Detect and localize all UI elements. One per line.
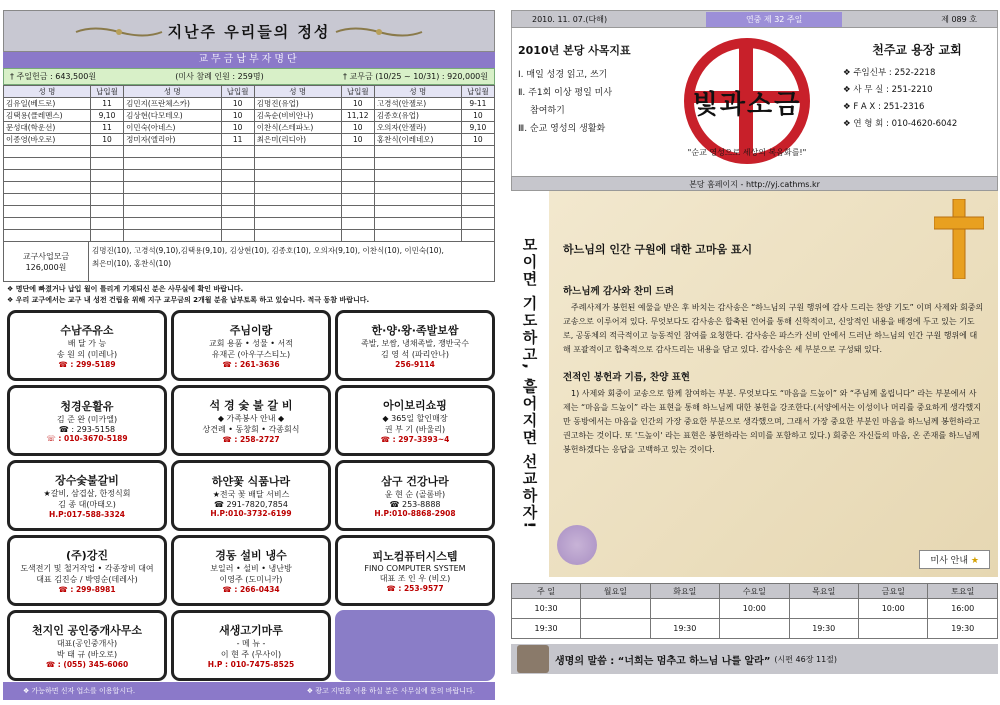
church-name: 천주교 용장 교회 [872,43,962,57]
logo-area [657,28,837,176]
ad-line: ☎ : 266-0434 [222,585,280,594]
dues-table [3,85,495,242]
table-cell [461,230,494,242]
fund-label: 교구사업모금 126,000원 [4,242,89,281]
article [549,191,998,577]
ad-line: ★갈비, 삼겹살, 한정식회 [43,489,131,498]
table-cell: 김종호(유업) [374,110,461,122]
issue-number: 제 089 호 [941,14,977,24]
fund-names: 김명진(10), 고경석(9,10),김택용(9,10), 김상현(10), 김종호(10), 오의자(9,10), 이찬식(10), 이민숙(10), 최은미(10), 홍찬식(10) [92,246,444,268]
table-cell: 김명진(유업) [254,98,341,110]
table-cell: 김민지(프란체스카) [124,98,221,110]
ad-line: 새생고기마루 [219,624,283,637]
table-cell [374,158,461,170]
ad-line: FINO COMPUTER SYSTEM [364,564,466,573]
ad-line: ☎ : 253-9577 [386,584,444,593]
table-cell: 홍찬식(이레네오) [374,134,461,146]
business-ad [7,460,167,531]
table-row [4,146,495,158]
table-cell: 9-11 [461,98,494,110]
table-cell [90,158,123,170]
table-cell [341,170,374,182]
table-cell: 11 [90,122,123,134]
ad-line: 장수숯불갈비 [55,474,119,487]
table-row [4,122,495,134]
table-row [4,170,495,182]
content-area [511,191,998,577]
table-cell: 김상현(다모테오) [124,110,221,122]
ad-line: 배 달 가 능 [67,339,107,348]
table-cell [374,146,461,158]
table-cell: 9,10 [90,110,123,122]
table-cell: 10 [221,98,254,110]
ad-line: 도색전기 및 철거작업 • 각종장비 대여 [20,564,154,573]
table-cell [221,182,254,194]
ad-line: 교회 용품 • 성물 • 서적 [209,339,293,348]
column-header: 납입월 [90,86,123,98]
table-cell [254,230,341,242]
church-contacts: 천주교 용장 교회 ❖ 주임신부 : 252-2218 ❖ 사 무 실 : 251-2210 ❖ F A X : 251-2316 ❖ 연 형 회 : 010-4620-6042 [837,28,997,176]
section-body: 주례사제가 봉헌된 예물을 받은 후 바치는 감사송은 “하느님의 구원 행위에 감사 드리는 찬양 기도” 이며 사제와 회중의 교송으로 이루어져 있다. 무엇보다도 감사송은 합축된 언어를 통해 신학적이고, 신앙적인 내용을 배경에 두고 있는 기도로, 공동체의 적극적이고 능동적인 참여를 요청한다. 감사송은 파스카 신비 안에서 드러난 하느님의 인간 구원 행위에 대해 포괄적이고 합축적으로 감사드리는 내용을 담고 있다. 감사송은 세 부분으로 구성돼 있다. [563,303,984,354]
ad-line: 수남주유소 [60,324,114,337]
table-cell: 김옥순(비비안나) [254,110,341,122]
table-cell [124,170,221,182]
slogan: "순교 영성으로 세상의 복음화를!" [687,148,807,157]
mass-time [789,599,858,619]
fund-amount: 126,000원 [25,262,67,272]
table-cell: 이민숙(아네스) [124,122,221,134]
table-cell [341,146,374,158]
ad-line: H.P:017-588-3324 [48,510,126,519]
table-cell [221,170,254,182]
column-header: 성 명 [124,86,221,98]
table-cell [90,206,123,218]
mass-label: 미사 안내 ★ [919,550,990,569]
bulletin-page [511,10,998,700]
golden-cross-icon [934,199,984,279]
table-cell: 11 [90,98,123,110]
subtitle: 교무금납부자명단 [3,52,495,68]
mass-day-header: 주 일 [512,584,581,599]
table-cell: 10 [341,98,374,110]
table-cell [90,230,123,242]
business-ad [7,610,167,681]
ad-line: H.P:010-8868-2908 [374,509,456,518]
table-cell [4,206,91,218]
ad-line: 경동 설비 냉수 [215,549,287,562]
ad-line: 256-9114 [395,360,435,369]
ornament-icon [74,25,164,39]
mass-time [581,619,650,639]
mass-time [720,619,789,639]
table-cell [4,170,91,182]
ad-line: ☎ : 299-8981 [58,585,116,594]
table-cell [124,146,221,158]
table-cell [341,230,374,242]
mass-time: 10:00 [720,599,789,619]
table-cell [341,194,374,206]
business-ad [7,310,167,381]
portrait-icon [517,645,549,673]
table-cell [221,158,254,170]
section-body: 1) 사제와 회중이 교송으로 함께 참여하는 부분. 무엇보다도 “마음을 드높이” 와 “주님께 올립니다” 라는 부분에서 사제는 “마음을 드높이” 라는 표현을 통해 하느님께 대한 봉헌을 강조한다.(서양에서는 이성이나 머리를 중요하게 생각했지만 동방에서는 마음을 인간의 가장 중요한 부분으로 생각했으며, 그래서 가장 중요한 부분인 마음을 하느님께 봉헌하라고 권고하는 것이다. 또 '드높이' 라는 표현은 봉헌하라는 의미를 포함하고 있다.) 회중은 자신들의 마음, 온 존재를 하느님께 봉헌하겠다는 응답을 고백하고 있는 것이다. [563,389,981,454]
table-cell [461,218,494,230]
word-text: “너희는 멈추고 하느님 나를 알라” [617,655,771,667]
ad-line: 하얀꽃 식품나라 [211,475,291,488]
table-row [4,98,495,110]
mass-time: 10:00 [858,599,927,619]
business-ad [171,610,331,681]
left-header [3,10,495,52]
table-cell: 11,12 [341,110,374,122]
page-title: 지난주 우리들의 정성 [167,22,331,41]
table-row [4,110,495,122]
ad-line: 주님이랑 [229,324,273,337]
ad-line: 권 부 기 (바울리) [384,425,446,434]
business-ad [335,310,495,381]
ad-line: (주)강진 [66,549,108,562]
ad-line: 아이보리쇼핑 [383,399,447,412]
business-ad [171,535,331,606]
table-cell [374,194,461,206]
table-cell [461,158,494,170]
table-row [4,182,495,194]
section-heading: 하느님께 감사와 찬미 드려 [563,286,674,297]
ad-line: 삼구 건강나라 [381,475,449,488]
table-cell [374,218,461,230]
ad-line: ☎ 253-8888 [389,500,441,509]
mass-time: 19:30 [650,619,719,639]
mass-day-header: 금요일 [858,584,927,599]
table-row [4,194,495,206]
ad-line: 보일러 • 설비 • 냉난방 [210,564,292,573]
weekly-offering: † 주일헌금 : 643,500원 [10,72,97,81]
table-cell [4,230,91,242]
table-cell [374,230,461,242]
ad-line: 송 원 의 (미레나) [56,350,118,359]
table-cell [4,194,91,206]
table-cell [221,194,254,206]
fund-section [3,242,495,282]
column-header: 성 명 [374,86,461,98]
ads-grid [3,310,495,681]
business-ad [335,535,495,606]
table-row [4,230,495,242]
ornament-icon [334,25,424,39]
dues-total: † 교무금 (10/25 ~ 10/31) : 920,000원 [342,72,488,81]
table-cell: 9,10 [461,122,494,134]
table-cell [90,194,123,206]
word-of-life: 생명의 말씀 : “너희는 멈추고 하느님 나를 알라” (시편 46장 11절) [511,644,998,674]
table-cell [4,218,91,230]
liturgical-season: 연중 제 32 주일 [706,12,842,27]
table-cell: 10 [341,134,374,146]
ad-line: ★전국 꽃 배달 서비스 [212,490,290,499]
table-row [4,206,495,218]
ad-line: ☎ : 261-3636 [222,360,280,369]
summary-bar [3,68,495,85]
mass-time [858,619,927,639]
table-cell: 10 [90,134,123,146]
ad-line: 김 준 완 (미카엘) [56,415,118,424]
ad-line: 박 태 규 (바오로) [56,650,118,659]
mass-schedule [511,583,998,639]
table-cell [461,146,494,158]
column-header: 납입월 [221,86,254,98]
column-header: 납입월 [341,86,374,98]
mass-time: 19:30 [928,619,998,639]
table-cell: 고경석(안젤로) [374,98,461,110]
mass-day-header: 월요일 [581,584,650,599]
table-cell [374,170,461,182]
flower-icon [557,525,597,565]
ad-line: ☏ : 010-3670-5189 [46,434,128,443]
table-cell: 10 [341,122,374,134]
table-cell [124,194,221,206]
issue-bar [511,10,998,28]
attendance: (미사 참례 인원 : 259명) [175,72,264,81]
table-cell [254,182,341,194]
table-cell: 김택용(클레멘스) [4,110,91,122]
notes [3,282,495,308]
table-cell [254,194,341,206]
ad-line: 유재곤 (아우구스티노) [211,350,291,359]
table-cell [90,170,123,182]
table-cell [461,170,494,182]
table-cell [124,230,221,242]
ad-line: H.P:010-3732-6199 [210,509,292,518]
vertical-motto: 모이면 기도하고, 흩어지면 선교하자! [511,191,549,577]
table-cell [254,170,341,182]
table-cell [90,146,123,158]
mass-time: 10:30 [512,599,581,619]
ad-line: 대표(공인중개사) [56,639,118,648]
ad-line: - 메 뉴 - [236,639,266,648]
table-cell [124,206,221,218]
ad-line: 김 영 석 (파리안나) [381,350,449,359]
business-ad [171,460,331,531]
business-ad [7,385,167,456]
table-cell: 오의자(안젤라) [374,122,461,134]
ad-line: ☎ : 299-5189 [58,360,116,369]
mass-time: 19:30 [789,619,858,639]
table-cell [90,182,123,194]
left-footer: ❖ 가능하면 신자 업소를 이용합시다. ❖ 광고 지면을 이용 하실 분은 사무실에 문의 바랍니다. [3,682,495,700]
ad-line: 청경운활유 [60,400,114,413]
mass-row [512,619,998,639]
table-cell [374,206,461,218]
business-ad [335,460,495,531]
table-cell [4,146,91,158]
pastoral-goals: 2010년 본당 사목지표 Ⅰ. 매일 성경 읽고, 쓰기 Ⅱ. 주1회 이상 평일 미사 참여하기 Ⅲ. 순교 영성의 생활화 [518,44,631,134]
ad-line: H.P : 010-7475-8525 [207,660,295,669]
mass-time [650,599,719,619]
table-row [4,158,495,170]
ad-line: 김 종 대(마태오) [58,500,116,509]
table-cell [374,182,461,194]
column-header: 성 명 [4,86,91,98]
ad-line: ☎ : (055) 345-6060 [45,660,129,669]
mass-day-header: 토요일 [928,584,998,599]
table-cell [341,158,374,170]
table-cell [124,182,221,194]
table-row [4,218,495,230]
ad-line: ☎ : 293-5158 [58,425,116,434]
ad-line: ◆ 365일 할인매장 [382,414,448,423]
table-cell [221,230,254,242]
mass-day-header: 수요일 [720,584,789,599]
table-cell [254,206,341,218]
ad-line: 족발, 보쌈, 냉채족발, 쟁반국수 [361,339,469,348]
table-cell: 10 [221,110,254,122]
table-cell [461,206,494,218]
business-ad [171,310,331,381]
table-cell [254,146,341,158]
table-cell [341,206,374,218]
homepage-link[interactable]: 본당 홈페이지 - http://yj.cathms.kr [511,176,998,191]
ad-line: 윤 현 순 (골롬바) [384,490,446,499]
table-cell [124,158,221,170]
table-cell: 정미자(엘리아) [124,134,221,146]
note: ❖ 우리 교구에서는 교구 내 성전 건립을 위해 지구 교무금의 2개월 분을 납부토록 하고 있습니다. 적극 동참 바랍니다. [7,296,370,304]
table-cell [90,218,123,230]
star-icon: ★ [970,556,979,566]
table-cell: 이찬식(스테파노) [254,122,341,134]
mass-day-header: 화요일 [650,584,719,599]
mass-time: 19:30 [512,619,581,639]
table-cell [4,158,91,170]
table-cell [341,182,374,194]
table-cell [4,182,91,194]
table-cell: 최은미(리디아) [254,134,341,146]
table-cell: 김유일(베드로) [4,98,91,110]
business-ad [171,385,331,456]
ad-line: 한·양·왕·족발보쌈 [371,324,459,337]
table-cell [221,146,254,158]
table-cell: 10 [221,122,254,134]
table-cell: 11 [221,134,254,146]
table-cell [221,218,254,230]
issue-date: 2010. 11. 07.(다해) [532,14,608,24]
ad-line: 대표 조 인 우 (비오) [379,574,451,583]
note: ❖ 명단에 빠졌거나 납입 월이 틀리게 기재되신 분은 사무실에 확인 바랍니다. [7,285,244,293]
ad-line: 대표 김진승 / 박영순(데레사) [36,575,138,584]
section-heading: 전적인 봉헌과 기름, 찬양 표현 [563,372,690,383]
table-cell: 10 [461,110,494,122]
mass-day-header: 목요일 [789,584,858,599]
table-cell [221,206,254,218]
table-cell: 10 [461,134,494,146]
mass-row [512,599,998,619]
table-row [4,134,495,146]
ad-line: ◆ 가족봉사 안내 ◆ [217,414,285,423]
table-cell: 이종영(바오로) [4,134,91,146]
table-cell [124,218,221,230]
mass-time [581,599,650,619]
ad-line: 석 경 숯 불 갈 비 [209,399,293,412]
mass-time: 16:00 [928,599,998,619]
table-cell [341,218,374,230]
ad-line: ☎ : 297-3393~4 [380,435,450,444]
table-cell [254,158,341,170]
ad-line: 이영주 (도미니카) [219,575,283,584]
business-ad [7,535,167,606]
table-cell [461,194,494,206]
business-ad [335,610,495,681]
column-header: 성 명 [254,86,341,98]
table-cell [254,218,341,230]
bulletin-logo: 빛과소금 [692,89,802,120]
word-ref: (시편 46장 11절) [774,654,838,664]
ad-line: 이 현 주 (무사이) [220,650,282,659]
article-title: 하느님의 인간 구원에 대한 고마움 표시 [563,243,753,256]
column-header: 납입월 [461,86,494,98]
ad-line: 천지인 공인중개사무소 [31,624,143,637]
business-ad [335,385,495,456]
ad-line: ☎ 291-7820,7854 [214,500,288,509]
ad-line: 피노컴퓨터시스템 [372,550,458,563]
table-cell [461,182,494,194]
table-cell: 문성대(학운선) [4,122,91,134]
ad-line: ☎ : 258-2727 [222,435,280,444]
ad-line: 상견례 • 동창회 • 각종회식 [202,425,300,434]
dues-page [3,10,495,700]
masthead [511,28,998,176]
